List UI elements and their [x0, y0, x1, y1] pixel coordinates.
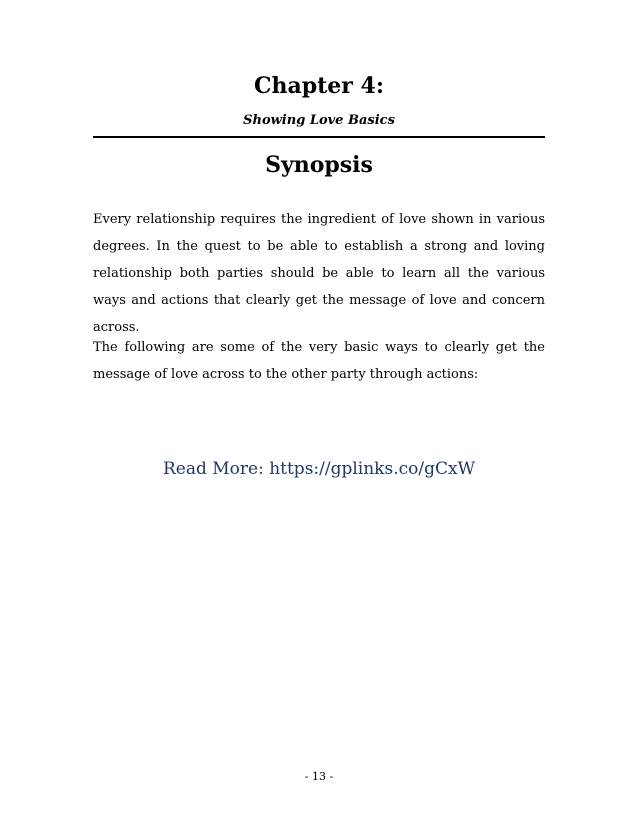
section-heading: Synopsis	[265, 152, 373, 178]
page-number: - 13 -	[304, 770, 334, 783]
horizontal-rule	[93, 136, 545, 138]
chapter-subtitle: Showing Love Basics	[243, 113, 395, 128]
body-paragraph: Every relationship requires the ingredient of love shown in various degrees. In the quest to be able to establish a strong and loving relationship both parties should be able to learn all the various ways and actions that clearly get the message of love and concern across.	[93, 212, 545, 335]
read-more-link[interactable]: Read More: https://gplinks.co/gCxW	[162, 459, 476, 479]
chapter-title: Chapter 4:	[254, 73, 384, 99]
body-paragraph: The following are some of the very basic ways to clearly get the message of love across to the other party through actions:	[93, 340, 545, 382]
